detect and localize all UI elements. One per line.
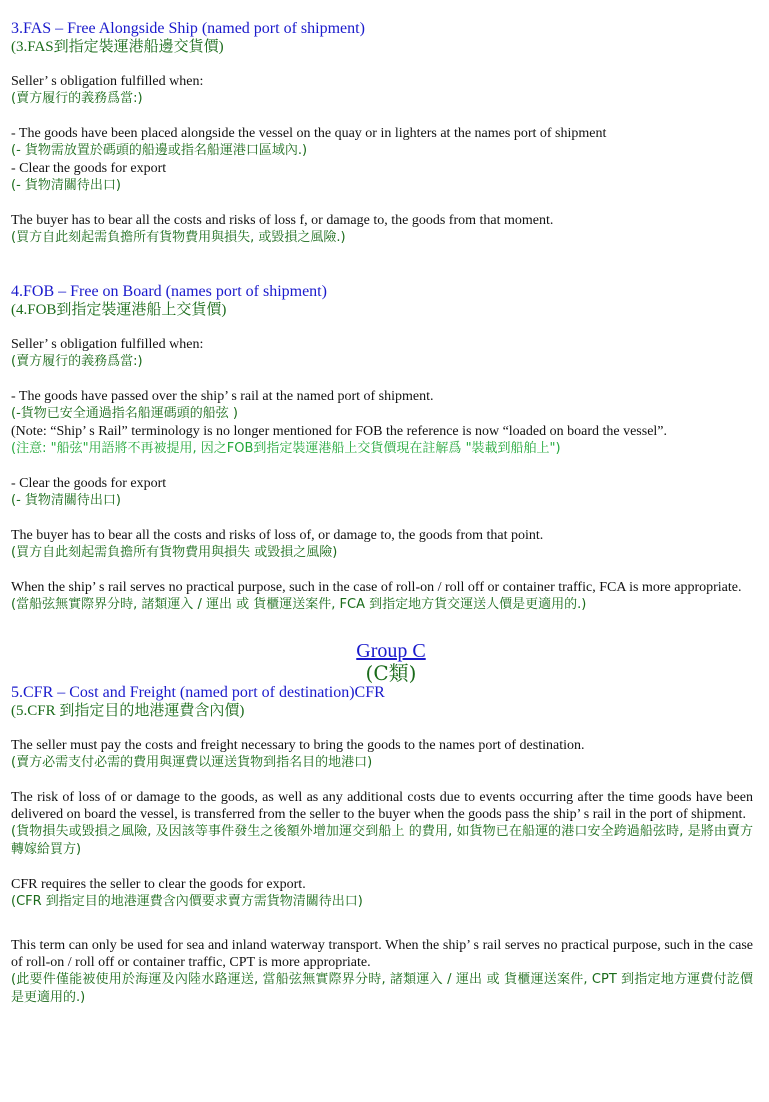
cfr-term: This term can only be used for sea and inland waterway transport. When the ship’ s rail serves no practical purpose, such in the case of roll-on / roll off or container traffic, CPT is more appropriate. [11, 938, 753, 970]
cfr-pay: The seller must pay the costs and freight necessary to bring the goods to the names port of destination. [11, 738, 585, 753]
cfr-risk-zh: (貨物損失或毀損之風險, 及因該等事件發生之後額外增加運交到船上 的費用, 如貨物已在船運的港口安全跨過船弦時, 是將由賣方轉嫁給買方) [11, 824, 753, 857]
fas-heading-zh: (3.FAS到指定裝運港船邊交貨價) [11, 39, 224, 55]
fas-obligation: Seller’ s obligation fulfilled when: [11, 74, 204, 89]
fas-item-2: - Clear the goods for export [11, 161, 167, 176]
fas-heading: 3.FAS – Free Alongside Ship (named port of shipment) [11, 20, 365, 37]
cfr-risk: The risk of loss of or damage to the goods, as well as any additional costs due to events occurring after the time goods have been delivered on board the vessel, is transferred from the seller to the buyer when the goods pass the ship’ s rail in the port of shipment. [11, 790, 753, 822]
section-fob [11, 283, 753, 614]
group-c-header [29, 640, 753, 684]
fob-heading-zh: (4.FOB到指定裝運港船上交貨價) [11, 302, 227, 318]
document [11, 20, 753, 1007]
fob-rail: When the ship’ s rail serves no practical purpose, such in the case of roll-on / roll off or container traffic, FCA is more appropriate. [11, 580, 742, 595]
fob-buyer-zh: (買方自此刻起需負擔所有貨物費用與損失 或毀損之風險) [11, 545, 338, 560]
fob-item-2-zh: (- 貨物清關待出口) [11, 493, 121, 508]
fas-obligation-zh: (賣方履行的義務爲當:) [11, 91, 143, 106]
fob-note-zh: (注意: "船弦"用語將不再被提用, 因之FOB到指定裝運港船上交貨價現在註解爲 "裝載到船舶上") [11, 441, 561, 456]
fas-buyer: The buyer has to bear all the costs and risks of loss f, or damage to, the goods from that moment. [11, 213, 554, 228]
fob-obligation-zh: (賣方履行的義務爲當:) [11, 354, 143, 369]
fas-buyer-zh: (買方自此刻起需負擔所有貨物費用與損失, 或毀損之風險.) [11, 230, 346, 245]
fob-heading: 4.FOB – Free on Board (names port of shipment) [11, 283, 327, 300]
fas-item-1-zh: (- 貨物需放置於碼頭的船邊或指名船運港口區域內.) [11, 143, 308, 158]
cfr-heading: 5.CFR – Cost and Freight (named port of destination)CFR [11, 684, 385, 701]
fob-rail-zh: (當船弦無實際界分時, 諸類運入 / 運出 或 貨櫃運送案件, FCA 到指定地方貨交運送人價是更適用的.) [11, 597, 587, 612]
section-fas [11, 20, 753, 247]
group-c-link[interactable]: Group C [356, 640, 426, 662]
fas-item-2-zh: (- 貨物清關待出口) [11, 178, 121, 193]
fob-item-1-zh: (-貨物已安全通過指名船運碼頭的船弦 ) [11, 406, 238, 421]
cfr-clear: CFR requires the seller to clear the goods for export. [11, 877, 306, 892]
cfr-clear-zh: (CFR 到指定目的地港運費含內價要求賣方需貨物清關待出口) [11, 894, 363, 909]
fob-item-1: - The goods have passed over the ship’ s rail at the named port of shipment. [11, 389, 434, 404]
cfr-pay-zh: (賣方必需支付必需的費用與運費以運送貨物到指名目的地港口) [11, 755, 373, 770]
cfr-term-zh: (此要件僅能被使用於海運及內陸水路運送, 當船弦無實際界分時, 諸類運入 / 運出 或 貨櫃運送案件, CPT 到指定地方運費付訖價是更適用的.) [11, 972, 753, 1005]
fob-buyer: The buyer has to bear all the costs and risks of loss of, or damage to, the goods from that point. [11, 528, 544, 543]
fas-item-1: - The goods have been placed alongside the vessel on the quay or in lighters at the names port of shipment [11, 126, 607, 141]
fob-obligation: Seller’ s obligation fulfilled when: [11, 337, 204, 352]
fob-item-2: - Clear the goods for export [11, 476, 167, 491]
section-cfr [11, 684, 753, 1007]
group-c-title-zh: (C類) [365, 661, 417, 685]
fob-note: (Note: “Ship’ s Rail” terminology is no longer mentioned for FOB the reference is now “loaded on board the vessel”. [11, 424, 668, 439]
cfr-heading-zh: (5.CFR 到指定目的地港運費含內價) [11, 703, 245, 719]
